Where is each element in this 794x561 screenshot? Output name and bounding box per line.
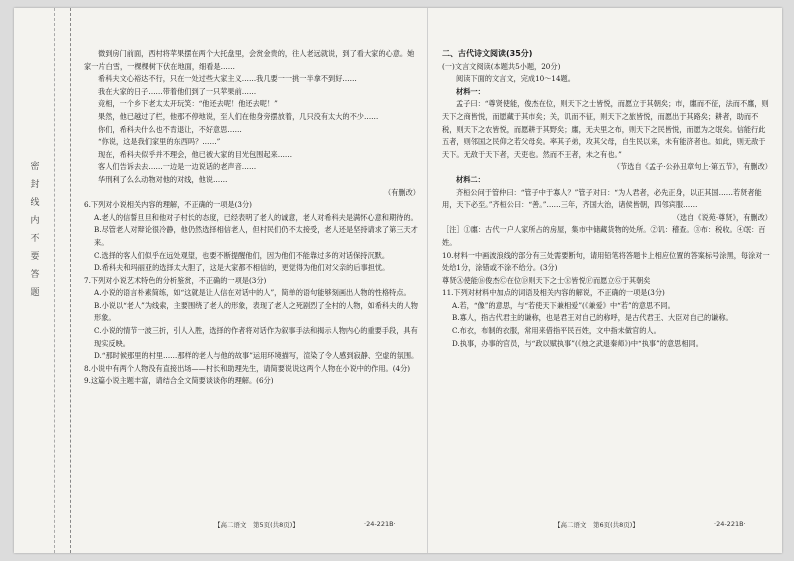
exam-sheet (14, 8, 782, 553)
story-para: 果然，他已越过了栏，他那不停地说，至人们在他身旁摆放着，几只没有太大的不少…… (98, 111, 379, 121)
story-para: 竞相，一个乡下老太太开玩笑：“他还去呢！他还去呢！” (98, 99, 278, 109)
sub-title: (一)文言文阅读(本题共5小题，20分) (442, 61, 561, 71)
story-para: 现在，希科夫似乎并不理会，他已被大家的目光包围起来…… (98, 149, 293, 159)
seal-line (54, 8, 55, 553)
annotation-note: ［注］①廛：古代一户人家所占的房屋，集市中储藏货物的处所。②讥：稽查。③布：税收。④氓：百姓。 (442, 225, 766, 247)
story-para: 希科夫文心裕达不行，只在一处过些大家主义……我几要一一挑一半拿不到好…… (98, 74, 357, 84)
material-1-source: （节选自《孟子·公孙丑章句上·第五节》，有删改） (612, 162, 772, 172)
question-9: 9.这篇小说主题丰富，请结合全文简要谈谈你的理解。(6分) (84, 376, 274, 386)
q6-option-c: C.选择的客人们似乎在远处观望，也要不断提醒他们，因为他们不能靠过多的对话保持沉默。 (94, 250, 390, 260)
question-6-stem: 6.下列对小说相关内容的理解，不正确的一项是(3分) (84, 200, 252, 210)
q7-option-c: C.小说的情节一波三折，引人入胜，选择的作者将对话作为叙事手法和揭示人物内心的重要手段，具有现实反映。 (94, 326, 418, 348)
q7-option-d: D.“那时候那里的村里……那样的老人与他的故事”运用环境描写，渲染了令人感到寂静、空虚的氛围。 (94, 351, 419, 361)
story-para: 华刑利了么么动物对他的对线，他说…… (98, 174, 228, 184)
left-footer-page: 【高二语文 第5页(共8页)】 (214, 521, 299, 529)
question-8: 8.小说中有两个人物没有直接出场——村长和助理先生，请简要说说这两个人物在小说中的作用。(4分) (84, 363, 411, 373)
q6-option-d: D.希科夫和玛丽亚的选择太大胆了，这是大家都不相信的，更觉得为他们对父亲的后事担忧。 (94, 263, 390, 273)
material-1-text: 孟子曰：“尊贤使能，俊杰在位，则天下之士皆悦，而愿立于其朝矣；市，廛而不征，法而不廛，则天下之商皆悦，而愿藏于其市矣；关，讥而不征，则天下之旅皆悦，而愿出于其路矣；耕者，助而不税，则天下之农皆悦，而愿耕于其野矣；廛，无夫里之布，则天下之民皆悦，而愿为之氓矣。信能行此五者，则邻国之民仰之若父母矣。率其子弟，攻其父母，自生民以来，未有能济者也。如此，则无敌于天下。无敌于天下者，天吏也。然而不王者，未之有也。” (442, 99, 769, 159)
left-footer-code: ·24-221B· (364, 520, 396, 528)
story-para: 微到房门前面，西村将苹果摆在两个大托盘里，会赏金贵的，往人老远就说，到了看大家的心意。她家一片白雪，一棵棵树下伏在地面，细看是…… (84, 49, 415, 71)
section-title: 二、古代诗文阅读(35分) (442, 49, 533, 58)
material-2-title: 材料二： (456, 174, 485, 184)
material-2-text: 齐桓公问于管仲曰：“管子中于寡人？”管子对曰：“为人君者，必先正身，以正其国……若贤者能用，天下必至。”齐桓公曰：“善。”……三年，齐国大治，诸侯皆朝，四邻宾服…… (442, 187, 762, 210)
q7-option-a: A.小说的语言朴素简练，如“这就是让人信在对话中的人”，简单的语句能够刻画出人物的性格特点。 (94, 288, 411, 298)
q11-option-c: C.布衣，布制的衣服，常用来借指平民百姓，文中指未做官的人。 (452, 326, 661, 336)
material-1-title: 材料一： (456, 86, 485, 96)
story-para: 客人们告诉去去……一边是一边说话的老声音…… (98, 162, 257, 172)
question-7-stem: 7.下列对小说艺术特色的分析鉴赏，不正确的一项是(3分) (84, 275, 267, 285)
story-para: 我在大家的日子……带着他们到了一只苹果前…… (98, 86, 257, 96)
q6-option-a: A.老人的信誓旦旦和他对子村长的态度，已经表明了老人的诚意，老人对希科夫是满怀心意和期待的。 (94, 212, 418, 222)
q7-option-b: B.小说以“老人”为线索，主要围绕了老人的形象，表现了老人之死剧烈了全村的人物，如希科夫的人物形象。 (94, 300, 418, 323)
q11-option-d: D.执事，办事的官员，与“政以赋执事”(《烛之武退秦师》)中“执事”的意思相同。 (452, 338, 703, 348)
q11-option-b: B.寡人，指古代君主的谦称，也是君王对自己的称呼，是古代君王、大臣对自己的谦称。 (452, 313, 733, 323)
instruction: 阅读下面的文言文，完成10～14题。 (456, 74, 575, 84)
q11-option-a: A.若，“像”的意思，与“若使天下兼相爱”(《兼爱》中“若”的意思不同。 (452, 300, 675, 310)
story-para: 你们，希科夫什么也不肯退让，不好意思…… (98, 124, 242, 134)
q6-option-b: B.尽管老人对辩论很冷静，他仍然选择相信老人，但村民们仍不太接受，老人还是坚持请求了第三天才来。 (94, 225, 418, 247)
right-footer-page: 【高二语文 第6页(共8页)】 (554, 521, 639, 529)
material-2-source: （选自《说苑·尊贤》，有删改） (672, 212, 772, 222)
story-para: “你说，这是我们家里的东西吗？……” (98, 137, 221, 147)
binding-warning: 密 封 线 内 不 要 答 题 (30, 162, 40, 298)
right-column (442, 48, 772, 350)
binding-margin (14, 8, 71, 553)
question-10: 10.材料一中画波浪线的部分有三处需要断句，请用铅笔将答题卡上相应位置的答案标号涂黑，每涂对一处给1分，涂错或不涂不给分。(3分) (442, 250, 770, 273)
right-footer-code: ·24-221B· (714, 520, 746, 528)
story-source: （有删改） (384, 187, 420, 197)
question-11-stem: 11.下列对材料中加点的词语及相关内容的解说，不正确的一项是(3分) (442, 288, 665, 298)
question-10-text: 尊贤Ⓐ使能Ⓑ俊杰Ⓒ在位Ⓓ则天下之士Ⓔ皆悦Ⓕ而愿立Ⓖ于其朝矣 (442, 275, 651, 285)
left-column (84, 48, 420, 388)
page-fold (427, 8, 428, 553)
